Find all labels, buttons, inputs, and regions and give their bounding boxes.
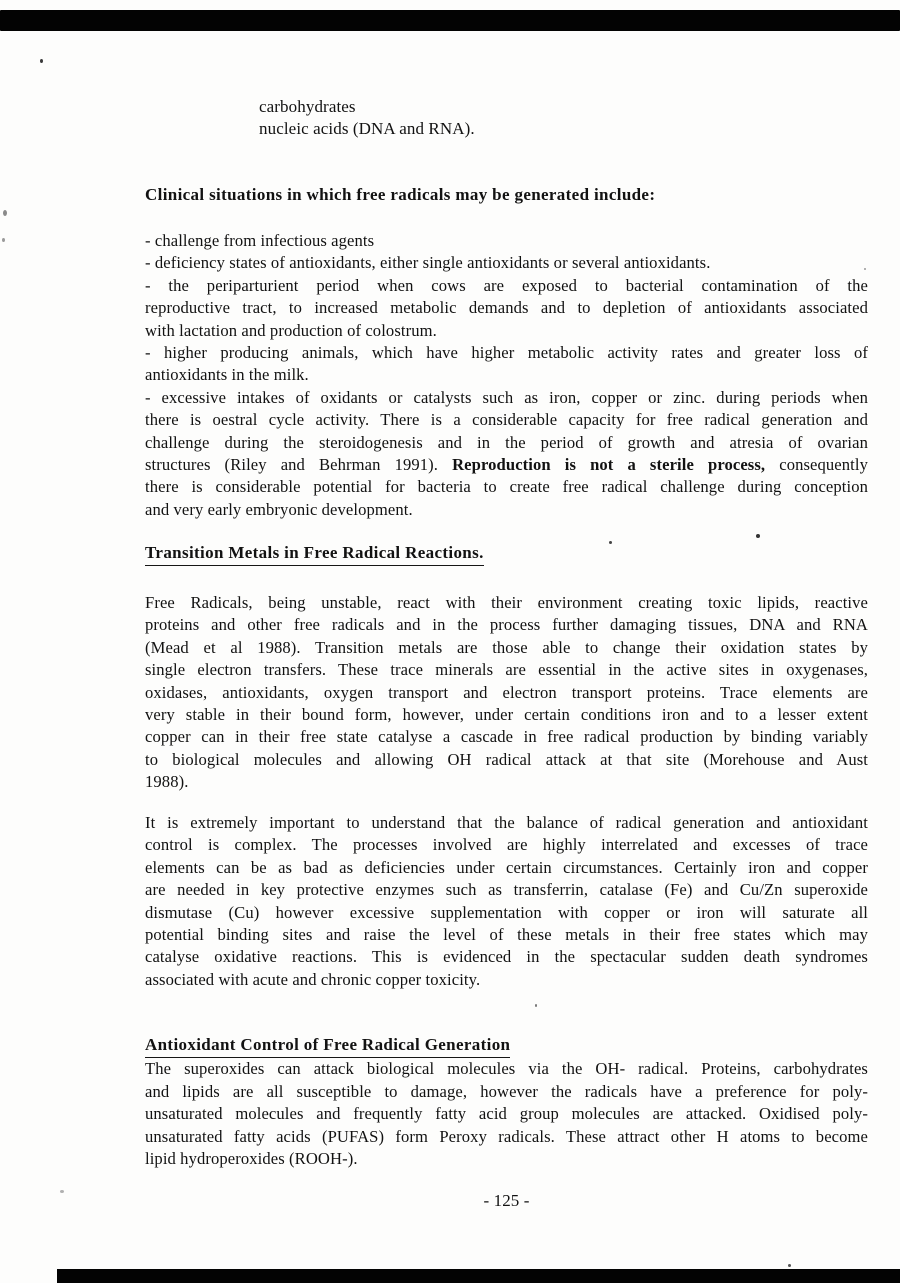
text-span: The superoxides can attack biological molecules via the OH- radical. Proteins, carbohydrates — [145, 1059, 868, 1079]
text-line — [145, 342, 868, 364]
text-span: carbohydrates — [259, 97, 356, 116]
antioxidant-control-heading-text: Antioxidant Control of Free Radical Generation — [145, 1034, 510, 1058]
text-span: (Mead et al 1988). Transition metals are those able to change their oxidation states by — [145, 637, 868, 657]
text-span: dismutase (Cu) however excessive supplementation with copper or iron will saturate all — [145, 902, 868, 922]
antioxidant-control-heading — [145, 1034, 868, 1058]
text-span: catalyse oxidative reactions. This is evidenced in the spectacular sudden death syndromes — [145, 947, 868, 967]
text-line — [145, 726, 868, 748]
text-span: and very early embryonic development. — [145, 499, 413, 519]
text-line — [145, 320, 868, 342]
scan-artifact-bar-bottom — [57, 1269, 900, 1283]
scan-speck — [3, 210, 7, 216]
text-line — [145, 409, 868, 431]
clinical-situations-list — [145, 230, 868, 521]
text-line — [145, 902, 868, 924]
transition-metals-paragraph-2 — [145, 812, 868, 991]
text-span: with lactation and production of colostrum. — [145, 320, 437, 340]
page-number: - 125 - — [483, 1191, 530, 1210]
text-line — [145, 454, 868, 476]
text-line — [259, 118, 900, 140]
text-line — [145, 614, 868, 636]
intro-list-continuation — [145, 96, 900, 141]
text-span: there is considerable potential for bacteria to create free radical challenge during conception — [145, 477, 868, 497]
text-span: challenge during the steroidogenesis and in the period of growth and atresia of ovarian — [145, 432, 868, 452]
text-line — [145, 946, 868, 968]
text-span: It is extremely important to understand that the balance of radical generation and antioxidant — [145, 813, 868, 832]
text-span: - higher producing animals, which have higher metabolic activity rates and greater loss of — [145, 343, 868, 363]
text-line — [145, 637, 868, 659]
text-line — [145, 879, 868, 901]
transition-metals-heading-text: Transition Metals in Free Radical Reactions. — [145, 542, 484, 566]
text-line — [145, 857, 868, 879]
text-line — [259, 96, 900, 118]
text-line — [145, 969, 868, 991]
text-line — [145, 1058, 868, 1080]
transition-metals-heading — [145, 542, 868, 566]
text-span: there is oestral cycle activity. There is a considerable capacity for free radical generation and — [145, 410, 868, 430]
text-span: copper can in their free state catalyse a cascade in free radical production by binding variably — [145, 727, 868, 747]
text-span: structures (Riley and Behrman 1991). — [145, 455, 453, 475]
text-line — [145, 924, 868, 946]
text-line — [145, 682, 868, 704]
text-line — [145, 1148, 868, 1170]
text-span: Free Radicals, being unstable, react with their environment creating toxic lipids, reactive — [145, 593, 868, 612]
scan-speck — [2, 238, 5, 242]
text-line — [145, 812, 868, 834]
text-span: elements can be as bad as deficiencies under certain circumstances. Certainly iron and copper — [145, 857, 868, 877]
scan-speck — [609, 541, 612, 544]
text-line — [145, 275, 868, 297]
text-span: unsaturated fatty acids (PUFAS) form Peroxy radicals. These attract other H atoms to become — [145, 1126, 868, 1146]
text-line — [145, 1081, 868, 1103]
text-span: to biological molecules and allowing OH radical attack at that site (Morehouse and Aust — [145, 749, 868, 769]
text-span: oxidases, antioxidants, oxygen transport and electron transport proteins. Trace elements are — [145, 682, 868, 702]
text-span: - excessive intakes of oxidants or catalysts such as iron, copper or zinc. during periods when — [145, 387, 868, 407]
scan-speck — [40, 59, 43, 63]
text-line — [145, 364, 868, 386]
text-span: - deficiency states of antioxidants, either single antioxidants or several antioxidants. — [145, 253, 711, 273]
text-span: very stable in their bound form, however, under certain conditions iron and to a lesser extent — [145, 705, 868, 725]
text-line — [145, 230, 868, 252]
scan-speck — [788, 1264, 791, 1267]
scan-speck — [756, 534, 760, 538]
text-span: control is complex. The processes involved are highly interrelated and excesses of trace — [145, 835, 868, 855]
text-line — [145, 297, 868, 319]
text-span: single electron transfers. These trace minerals are essential in the active sites in oxygenases, — [145, 660, 868, 680]
text-span: unsaturated molecules and frequently fatty acid group molecules are attacked. Oxidised poly- — [145, 1104, 868, 1124]
text-span: - challenge from infectious agents — [145, 231, 375, 250]
transition-metals-paragraph-1 — [145, 592, 868, 794]
text-line — [145, 592, 868, 614]
scan-speck — [864, 268, 866, 270]
text-span: associated with acute and chronic copper toxicity. — [145, 969, 481, 989]
scan-speck — [60, 1190, 64, 1193]
bold-emphasis-text: Reproduction is not a sterile process, — [452, 455, 766, 475]
scan-speck — [535, 1004, 537, 1007]
text-line — [145, 476, 868, 498]
text-span: are needed in key protective enzymes such as transferrin, catalase (Fe) and Cu/Zn superoxide — [145, 880, 868, 900]
text-line — [145, 771, 868, 793]
text-span: antioxidants in the milk. — [145, 365, 309, 385]
antioxidant-control-section — [145, 1034, 868, 1170]
text-line — [145, 252, 868, 274]
antioxidant-control-paragraph — [145, 1058, 868, 1170]
text-line — [145, 1126, 868, 1148]
text-span: nucleic acids (DNA and RNA). — [259, 119, 475, 139]
text-line — [145, 1103, 868, 1125]
text-line — [145, 749, 868, 771]
text-line — [145, 499, 868, 521]
clinical-situations-heading — [145, 184, 868, 206]
scan-artifact-bar-top — [0, 10, 900, 31]
text-span: consequently — [765, 455, 868, 475]
text-span: and lipids are all susceptible to damage, however the radicals have a preference for poly- — [145, 1081, 868, 1101]
text-span: potential binding sites and raise the level of these metals in their free states which may — [145, 925, 868, 945]
text-span: lipid hydroperoxides (ROOH-). — [145, 1149, 358, 1169]
text-line — [145, 659, 868, 681]
text-line — [145, 387, 868, 409]
text-line — [145, 704, 868, 726]
text-line — [145, 432, 868, 454]
text-span: - the periparturient period when cows are exposed to bacterial contamination of the — [145, 275, 868, 295]
clinical-situations-heading-text: Clinical situations in which free radicals may be generated include: — [145, 185, 656, 204]
text-span: reproductive tract, to increased metabolic demands and to depletion of antioxidants associated — [145, 298, 868, 318]
text-line — [145, 834, 868, 856]
text-span: 1988). — [145, 772, 189, 792]
text-span: proteins and other free radicals and in the process further damaging tissues, DNA and RNA — [145, 615, 868, 635]
